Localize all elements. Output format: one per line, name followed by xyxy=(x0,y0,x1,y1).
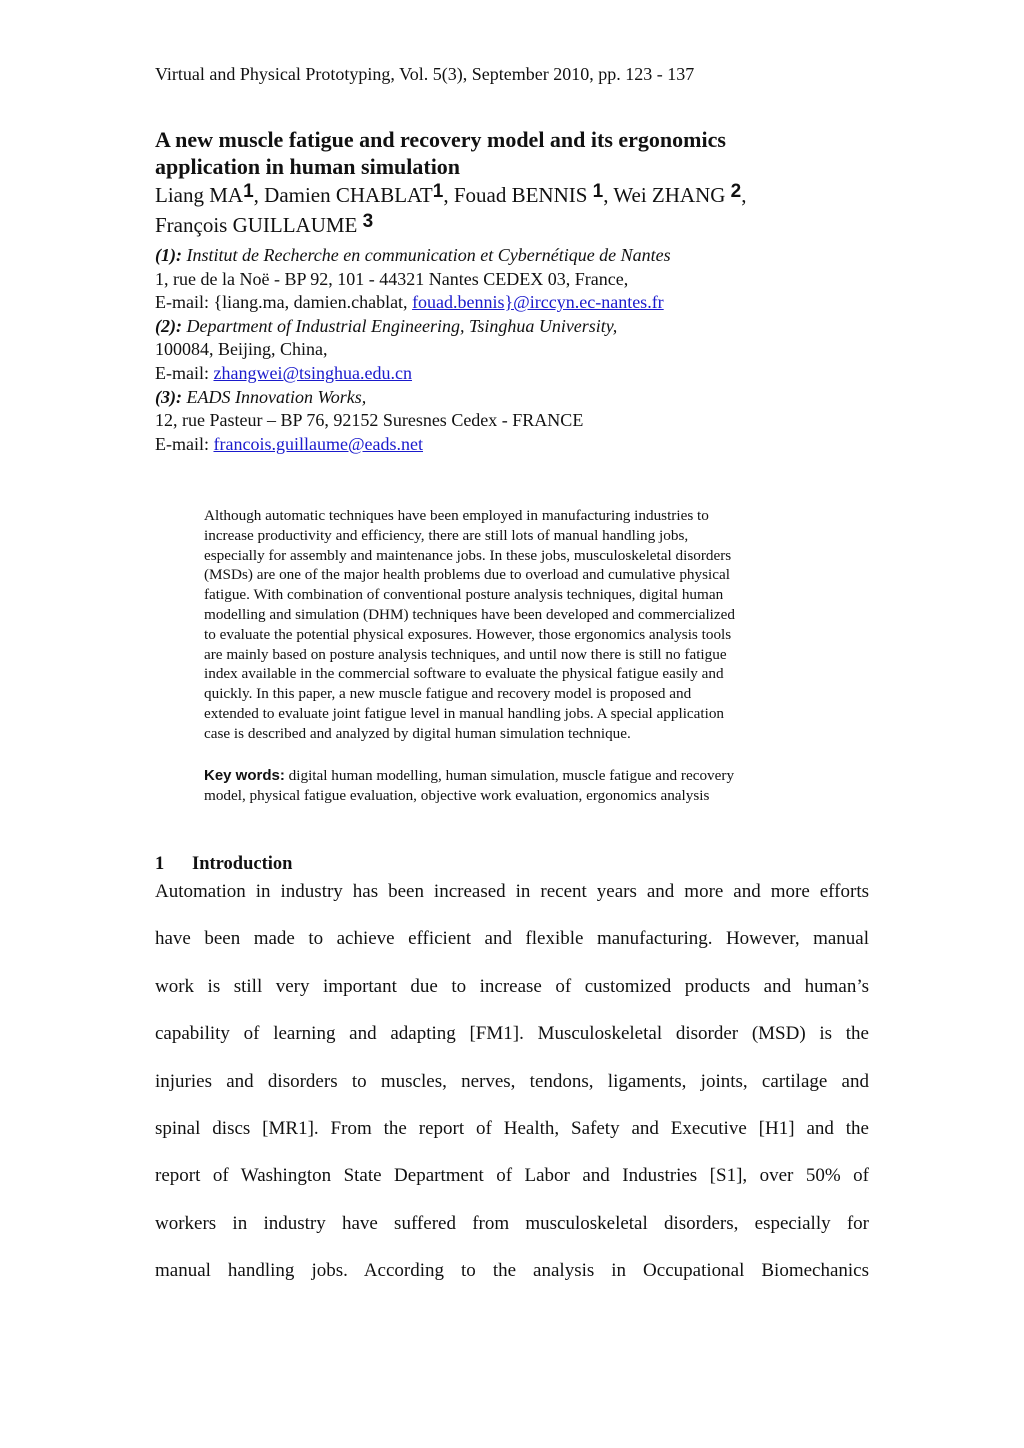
author-list xyxy=(155,180,875,240)
abstract-line: especially for assembly and maintenance jobs. In these jobs, musculoskeletal disorders xyxy=(204,546,732,564)
section-title: Introduction xyxy=(192,854,293,874)
affiliation-1-address: 1, rue de la Noë - BP 92, 101 - 44321 Nantes CEDEX 03, France, xyxy=(155,268,629,289)
author-affiliation-mark: 1 xyxy=(432,181,444,202)
body-line: Automation in industry has been increased in recent years and more and more efforts xyxy=(155,881,869,902)
affiliation-3-email: E-mail: francois.guillaume@eads.net xyxy=(155,433,423,454)
abstract-line: case is described and analyzed by digital human simulation technique. xyxy=(204,724,631,742)
abstract-line: quickly. In this paper, a new muscle fatigue and recovery model is proposed and xyxy=(204,685,692,703)
author-name: Liang MA xyxy=(155,183,244,207)
section-number: 1 xyxy=(155,854,165,874)
email-link-irccyn[interactable]: fouad.bennis}@irccyn.ec-nantes.fr xyxy=(412,292,664,313)
abstract-line: Although automatic techniques have been employed in manufacturing industries to xyxy=(204,507,709,524)
email-link-tsinghua[interactable]: zhangwei@tsinghua.edu.cn xyxy=(213,362,413,383)
body-line: report of Washington State Department of Labor and Industries [S1], over 50% of xyxy=(155,1165,869,1187)
body-line: injuries and disorders to muscles, nerves, tendons, ligaments, joints, cartilage and xyxy=(155,1070,869,1092)
author-affiliation-mark: 3 xyxy=(362,211,374,232)
affiliation-3-label: (3): xyxy=(155,386,182,407)
author-name: Fouad BENNIS xyxy=(453,183,593,207)
email-link-eads[interactable]: francois.guillaume@eads.net xyxy=(213,433,423,454)
body-line: capability of learning and adapting [FM1]. Musculoskeletal disorder (MSD) is the xyxy=(155,1023,869,1045)
body-line: manual handling jobs. According to the analysis in Occupational Biomechanics xyxy=(155,1260,869,1282)
author-name: Wei ZHANG xyxy=(613,183,731,207)
running-header: Virtual and Physical Prototyping, Vol. 5(3), September 2010, pp. 123 - 137 xyxy=(155,64,695,84)
affiliation-2-label: (2): xyxy=(155,315,182,336)
author-separator: , xyxy=(603,183,614,207)
keywords-line-2: model, physical fatigue evaluation, objective work evaluation, ergonomics analysis xyxy=(204,787,710,804)
author-separator: , xyxy=(253,183,265,207)
abstract-line: are mainly based on posture analysis techniques, and until now there is still no fatigue xyxy=(204,645,727,663)
title-line-1: A new muscle fatigue and recovery model and its ergonomics xyxy=(155,127,726,152)
abstract-line: fatigue. With combination of conventional posture analysis techniques, digital human xyxy=(204,586,724,604)
affiliation-1-label: (1): xyxy=(155,245,182,265)
affiliation-3-institution: (3): EADS Innovation Works, xyxy=(155,386,367,407)
abstract xyxy=(204,506,819,744)
body-line: workers in industry have suffered from musculoskeletal disorders, especially for xyxy=(155,1212,869,1234)
section-heading xyxy=(155,852,292,876)
author-line-2 xyxy=(155,210,875,240)
author-separator: , xyxy=(741,183,747,207)
affiliations xyxy=(155,244,875,456)
body-line: have been made to achieve efficient and flexible manufacturing. However, manual xyxy=(155,928,869,950)
affiliation-1-email: E-mail: {liang.ma, damien.chablat, fouad.bennis}@irccyn.ec-nantes.fr xyxy=(155,292,664,313)
affiliation-2-email: E-mail: zhangwei@tsinghua.edu.cn xyxy=(155,362,413,383)
abstract-line: (MSDs) are one of the major health problems due to overload and cumulative physical xyxy=(204,566,730,584)
abstract-line: increase productivity and efficiency, there are still lots of manual handling jobs, xyxy=(204,526,689,544)
author-separator: , xyxy=(443,183,454,207)
abstract-line: index available in the commercial software to evaluate the physical fatigue easily and xyxy=(204,665,724,683)
author-affiliation-mark: 1 xyxy=(243,181,254,202)
affiliation-1-institution: (1): Institut de Recherche en communication et Cybernétique de Nantes xyxy=(155,245,671,265)
author-name: François GUILLAUME xyxy=(155,213,363,237)
keywords-label: Key words: xyxy=(204,767,285,784)
affiliation-2-institution: (2): Department of Industrial Engineering, Tsinghua University, xyxy=(155,315,618,336)
author-line-1 xyxy=(155,180,875,210)
abstract-line: modelling and simulation (DHM) techniques have been developed and commercialized xyxy=(204,605,735,623)
paper-title xyxy=(155,126,855,180)
keywords-line-1: Key words: digital human modelling, human simulation, muscle fatigue and recovery xyxy=(204,767,735,784)
affiliation-3-address: 12, rue Pasteur – BP 76, 92152 Suresnes Cedex - FRANCE xyxy=(155,410,584,431)
body-line: work is still very important due to increase of customized products and human’s xyxy=(155,975,869,997)
affiliation-2-address: 100084, Beijing, China, xyxy=(155,339,328,360)
author-affiliation-mark: 1 xyxy=(592,181,604,202)
keywords xyxy=(204,766,834,806)
author-name: Damien CHABLAT xyxy=(264,183,433,207)
introduction-body xyxy=(155,877,869,1304)
title-line-2: application in human simulation xyxy=(155,154,461,179)
author-affiliation-mark: 2 xyxy=(730,181,742,202)
abstract-line: to evaluate the potential physical exposures. However, those ergonomics analysis tools xyxy=(204,625,732,643)
body-line: spinal discs [MR1]. From the report of Health, Safety and Executive [H1] and the xyxy=(155,1117,869,1139)
abstract-line: extended to evaluate joint fatigue level in manual handling jobs. A special application xyxy=(204,704,725,722)
